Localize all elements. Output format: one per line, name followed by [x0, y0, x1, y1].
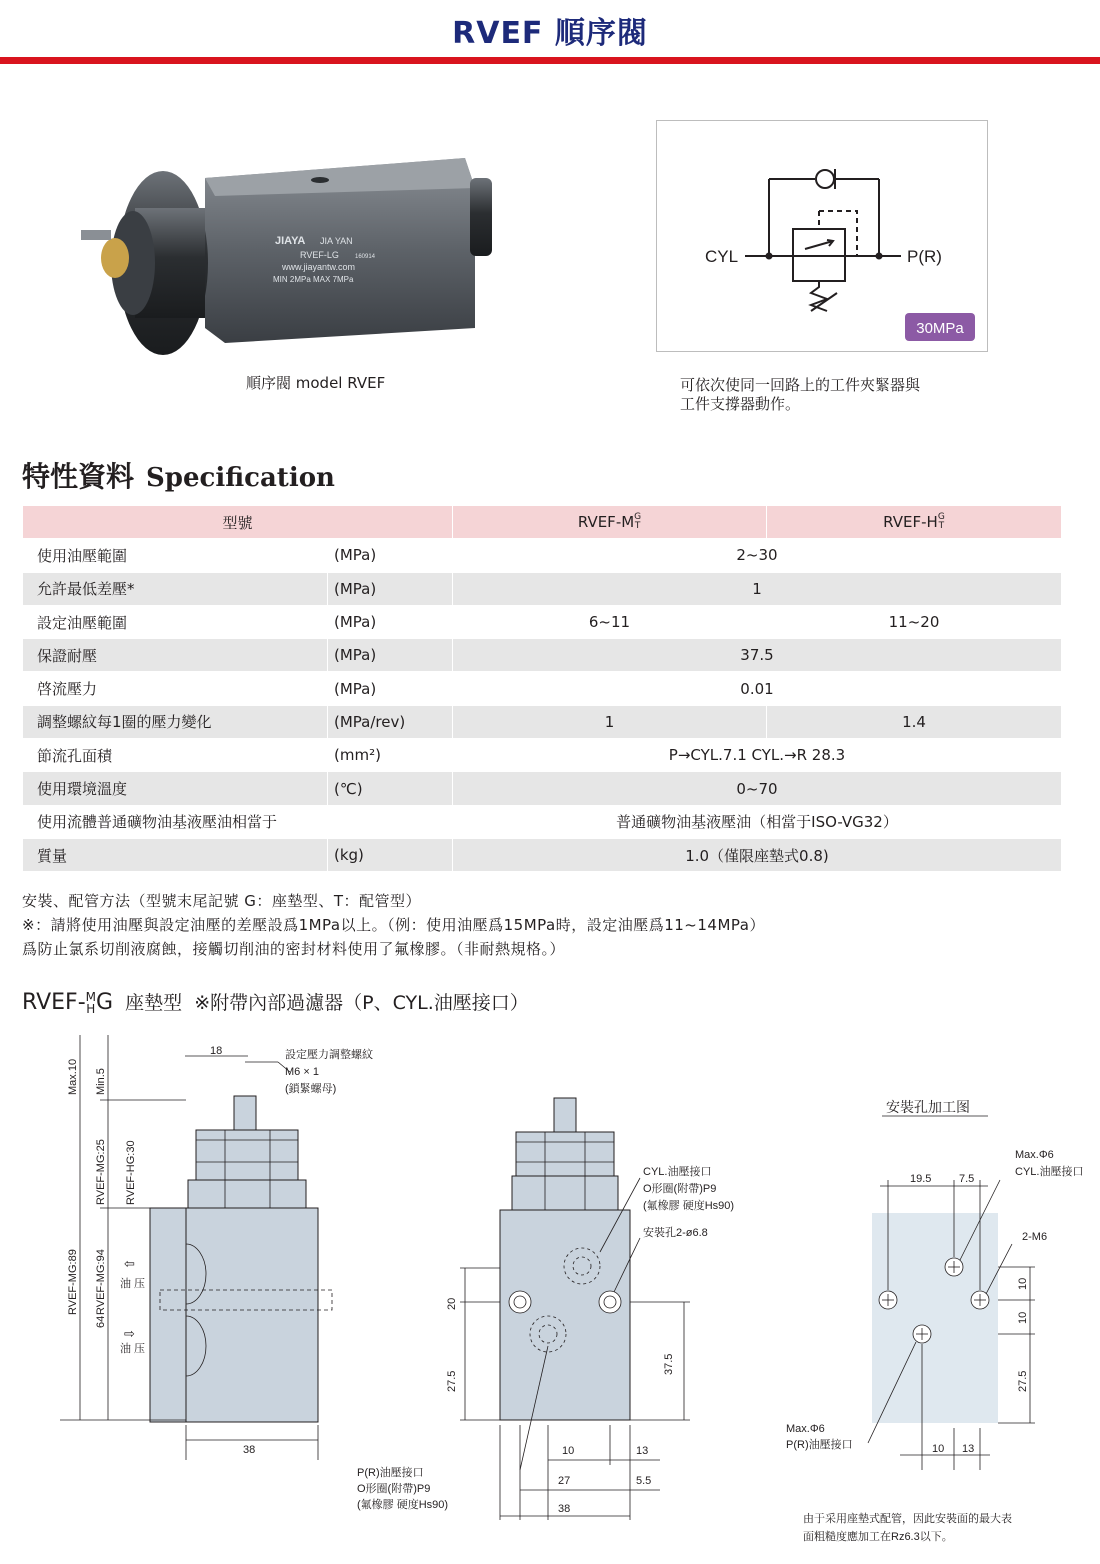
photo-serial: 160914 — [355, 254, 376, 260]
drawing-title-top: M — [85, 990, 96, 1004]
pr-port-label: P(R)油壓接口 — [357, 1467, 424, 1479]
dim-10-mount: 10 — [932, 1443, 945, 1455]
front-nut-upper — [516, 1132, 614, 1176]
table-row — [23, 838, 1062, 871]
header-col2-sup: G — [937, 512, 945, 523]
dim-38-side: 38 — [243, 1444, 256, 1456]
circuit-caption-line-1: 可依次使同一回路上的工件夾緊器與 — [680, 376, 921, 394]
circuit-symbol-box — [656, 120, 988, 352]
adj-screw-label: 設定壓力調整螺紋 — [285, 1049, 373, 1061]
row-label: 使用流體普通礦物油基液壓油相當于 — [23, 805, 328, 838]
dim-27-5-mount: 27.5 — [1017, 1370, 1029, 1392]
header-col1-sup: G — [634, 512, 642, 523]
front-screw — [554, 1098, 576, 1132]
header-col2-text: RVEF-H — [883, 512, 938, 531]
note-1: 安裝、配管方法（型號末尾記號 G：座墊型、T：配管型） — [22, 892, 422, 910]
lock-nut-label: (鎖緊螺母) — [285, 1083, 337, 1095]
dim-10-right-1: 10 — [1017, 1277, 1029, 1290]
header-model: 型號 — [23, 506, 453, 539]
header-col1-sub: T — [634, 521, 641, 532]
drawing-title-prefix: RVEF- — [22, 990, 86, 1015]
spec-heading-en: Specification — [146, 463, 335, 493]
row-unit — [328, 805, 453, 838]
row-label: 調整螺紋每1圈的壓力變化 — [23, 705, 328, 738]
photo-model: RVEF-LG — [300, 250, 339, 260]
dim-5-5: 5.5 — [636, 1475, 652, 1487]
title-red-bar — [0, 57, 1100, 64]
row-label: 啓流壓力 — [23, 672, 328, 705]
table-row — [23, 772, 1062, 805]
side-nut-upper — [196, 1130, 298, 1180]
note-2: ※：請將使用油壓與設定油壓的差壓設爲1MPa以上。（例：使用油壓爲15MPa時，設定油壓爲11~14MPa） — [22, 916, 765, 934]
side-view — [60, 1035, 373, 1460]
dim-27: 27 — [558, 1475, 571, 1487]
dim-7-5: 7.5 — [959, 1173, 975, 1185]
dim-mg94: RVEF-MG:94 — [95, 1249, 107, 1315]
row-label: 使用油壓範圍 — [23, 539, 328, 572]
front-body — [500, 1210, 630, 1420]
oil-arrow-1-icon: ⇦ — [124, 1256, 135, 1271]
row-unit: (℃) — [328, 772, 453, 805]
circuit-caption — [680, 376, 920, 414]
header-col2 — [767, 506, 1062, 539]
dim-min5: Min.5 — [95, 1068, 107, 1095]
oil-arrow-2-icon: ⇨ — [124, 1326, 135, 1341]
m6-2-label: 2-M6 — [1022, 1231, 1048, 1243]
circuit-symbol — [657, 121, 987, 351]
technical-drawings — [0, 1030, 1100, 1564]
dim-20: 20 — [446, 1297, 458, 1310]
table-row — [23, 739, 1062, 772]
dim-64: 64 — [95, 1315, 107, 1328]
row-label: 節流孔面積 — [23, 739, 328, 772]
notes — [22, 889, 765, 961]
circuit-pr-label: P(R) — [907, 247, 942, 266]
mount-hole-label: 安裝孔2-ø6.8 — [643, 1227, 708, 1239]
oil-label-1: 油 压 — [120, 1278, 146, 1290]
row-unit: (kg) — [328, 838, 453, 871]
photo-caption: 順序閥 model RVEF — [246, 374, 386, 392]
photo-brand2: JIA YAN — [320, 236, 353, 246]
row-value-m: 6~11 — [453, 605, 767, 638]
row-label: 保證耐壓 — [23, 639, 328, 672]
row-value: 37.5 — [453, 639, 1062, 672]
row-unit: (MPa) — [328, 672, 453, 705]
row-value: 1 — [453, 572, 1062, 605]
spec-heading-zh: 特性資料 — [22, 460, 135, 493]
dim-13-mount: 13 — [962, 1443, 975, 1455]
pr-port2-label: P(R)油壓接口 — [786, 1439, 853, 1451]
row-unit: (MPa) — [328, 539, 453, 572]
row-label: 質量 — [23, 838, 328, 871]
dim-37-5: 37.5 — [663, 1353, 675, 1375]
row-value-m: 1 — [453, 705, 767, 738]
header-col1-text: RVEF-M — [577, 512, 635, 531]
cyl-port2-label: CYL.油壓接口 — [1015, 1166, 1084, 1178]
row-value: 0.01 — [453, 672, 1062, 705]
front-nut-lower — [512, 1176, 618, 1210]
row-value-h: 1.4 — [767, 705, 1062, 738]
circuit-caption-line-2: 工件支撐器動作。 — [680, 395, 801, 413]
table-row — [23, 572, 1062, 605]
dim-27-5-front: 27.5 — [446, 1370, 458, 1392]
table-row — [23, 639, 1062, 672]
row-unit: (MPa) — [328, 605, 453, 638]
side-body — [186, 1208, 318, 1422]
max6-top-label: Max.Φ6 — [1015, 1149, 1054, 1161]
dim-19-5: 19.5 — [910, 1173, 932, 1185]
drawing-title-rest: 座墊型 ※附帶內部過濾器（P、CYL.油壓接口） — [113, 992, 529, 1014]
rubber-label: (氟橡膠 硬度Hs90) — [643, 1200, 735, 1212]
oring-label: O形圈(附帶)P9 — [643, 1183, 717, 1195]
photo-range: MIN 2MPa MAX 7MPa — [273, 275, 354, 284]
mount-title: 安裝孔加工图 — [886, 1099, 970, 1115]
front-view — [357, 1098, 734, 1520]
mount-hole-view — [786, 1099, 1083, 1543]
row-label: 設定油壓範圍 — [23, 605, 328, 638]
page-title: RVEF 順序閥 — [452, 16, 648, 51]
table-row — [23, 705, 1062, 738]
note-3: 爲防止氯系切削液腐蝕，接觸切削油的密封材料使用了氟橡膠。（非耐熱規格。） — [22, 940, 566, 958]
drawing-title-suffix: G — [96, 990, 114, 1015]
table-row — [23, 539, 1062, 572]
cyl-port-label: CYL.油壓接口 — [643, 1166, 712, 1178]
row-value: 0~70 — [453, 772, 1062, 805]
side-screw — [234, 1096, 256, 1130]
spec-table — [22, 505, 1062, 872]
oil-label-2: 油 压 — [120, 1343, 146, 1355]
header-col2-sub: T — [938, 521, 945, 532]
table-row — [23, 672, 1062, 705]
drawing-title-bottom: H — [86, 1002, 96, 1016]
row-label: 使用環境溫度 — [23, 772, 328, 805]
spec-heading — [22, 455, 335, 495]
row-unit: (MPa/rev) — [328, 705, 453, 738]
photo-brand: JIAYA — [275, 235, 306, 247]
dim-mg89: RVEF-MG:89 — [67, 1249, 79, 1315]
product-photo — [75, 148, 515, 368]
table-row — [23, 805, 1062, 838]
dim-max10: Max.10 — [67, 1058, 79, 1095]
row-value-h: 11~20 — [767, 605, 1062, 638]
mount-face — [872, 1213, 998, 1423]
footnote-2: 面粗糙度應加工在Rz6.3以下。 — [803, 1531, 953, 1543]
dim-18: 18 — [210, 1045, 223, 1057]
row-unit: (MPa) — [328, 639, 453, 672]
photo-url: www.jiayantw.com — [282, 262, 356, 272]
row-value: P→CYL.7.1 CYL.→R 28.3 — [453, 739, 1062, 772]
m6-label: M6 × 1 — [285, 1066, 319, 1078]
dim-hg30: RVEF-HG:30 — [125, 1140, 137, 1205]
dim-mg25: RVEF-MG:25 — [95, 1139, 107, 1205]
row-unit: (MPa) — [328, 572, 453, 605]
row-label: 允許最低差壓* — [23, 572, 328, 605]
dim-10-right-2: 10 — [1017, 1311, 1029, 1324]
table-row — [23, 605, 1062, 638]
spec-header-row — [23, 506, 1062, 539]
oring2-label: O形圈(附帶)P9 — [357, 1483, 431, 1495]
dim-10-front: 10 — [562, 1445, 575, 1457]
header-col1 — [453, 506, 767, 539]
circuit-cyl-label: CYL — [705, 247, 739, 266]
drawing-title — [22, 988, 529, 1015]
rubber2-label: (氟橡膠 硬度Hs90) — [357, 1499, 449, 1511]
side-nut-lower — [188, 1180, 306, 1208]
side-mount-plate — [150, 1208, 186, 1422]
row-value: 普通礦物油基液壓油（相當于ISO-VG32） — [453, 805, 1062, 838]
row-unit: (mm²) — [328, 739, 453, 772]
dim-38-front: 38 — [558, 1503, 571, 1515]
dim-13-front: 13 — [636, 1445, 649, 1457]
max6-bot-label: Max.Φ6 — [786, 1423, 825, 1435]
footnote-1: 由于采用座墊式配管，因此安裝面的最大表 — [803, 1513, 1012, 1525]
row-value: 1.0（僅限座墊式0.8) — [453, 838, 1062, 871]
row-value: 2~30 — [453, 539, 1062, 572]
pressure-badge-text: 30MPa — [916, 320, 964, 337]
